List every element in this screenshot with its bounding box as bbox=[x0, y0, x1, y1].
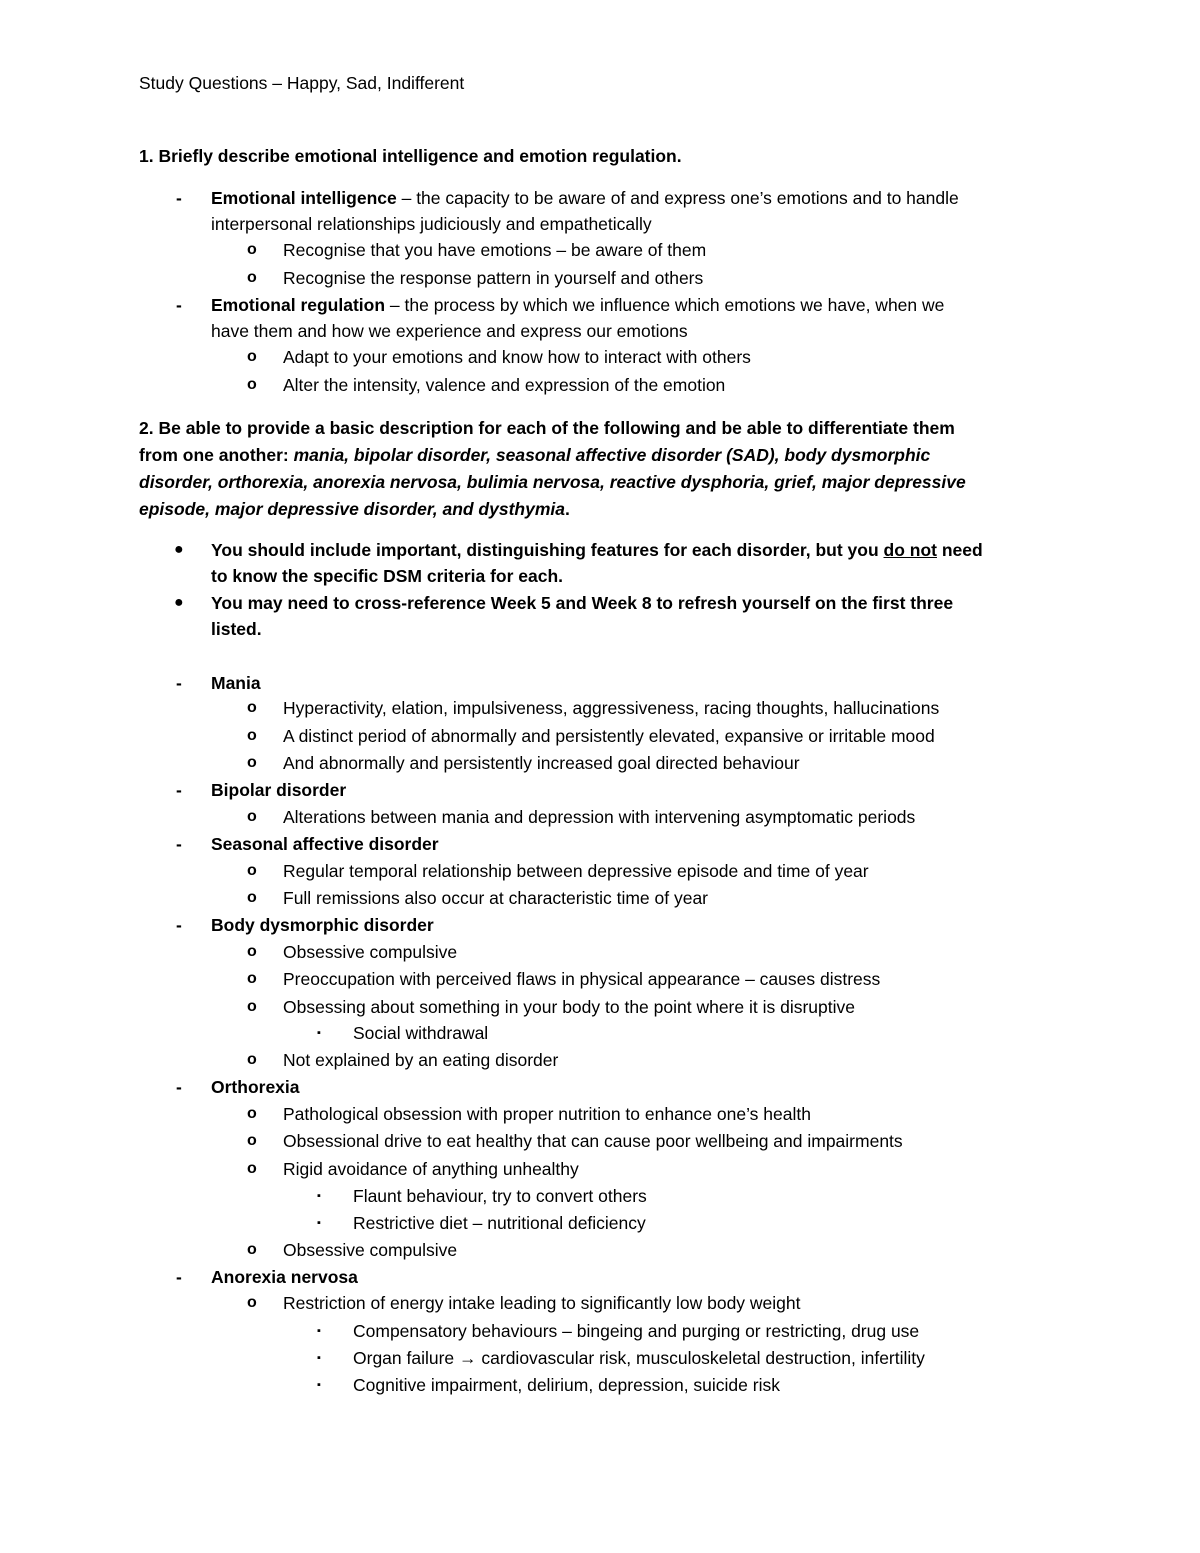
ei-def-2: interpersonal relationships judiciously and empathetically bbox=[211, 214, 652, 234]
square-bullet: ▪ bbox=[317, 1325, 321, 1337]
circle-bullet: o bbox=[247, 1051, 257, 1068]
bdd-subpoint: Social withdrawal bbox=[353, 1023, 489, 1043]
er-point: Alter the intensity, valence and expression of the emotion bbox=[283, 375, 726, 395]
dash-bullet: - bbox=[176, 295, 182, 315]
er-def-1: – the process by which we influence which emotions we have, when we bbox=[385, 295, 945, 315]
circle-bullet: o bbox=[247, 1105, 257, 1122]
dash-bullet: - bbox=[176, 780, 182, 800]
ei-point: Recognise the response pattern in yourself and others bbox=[283, 268, 704, 288]
circle-bullet: o bbox=[247, 348, 257, 365]
q2-line2-list: mania, bipolar disorder, seasonal affective disorder (SAD), body dysmorphic bbox=[293, 445, 931, 465]
organ-failure-text: Organ failure bbox=[353, 1348, 460, 1368]
er-definition bbox=[211, 294, 944, 316]
organ-failure-effects: cardiovascular risk, musculoskeletal destruction, infertility bbox=[476, 1348, 925, 1368]
circle-bullet: o bbox=[247, 1132, 257, 1149]
circle-bullet: o bbox=[247, 699, 257, 716]
bipolar-heading: Bipolar disorder bbox=[211, 780, 347, 800]
sad-point: Regular temporal relationship between depressive episode and time of year bbox=[283, 861, 869, 881]
circle-bullet: o bbox=[247, 1294, 257, 1311]
anorexia-subpoint: Cognitive impairment, delirium, depression, suicide risk bbox=[353, 1375, 780, 1395]
dash-bullet: - bbox=[176, 188, 182, 208]
q2-line4-list: episode, major depressive disorder, and dysthymia bbox=[139, 499, 565, 519]
er-term: Emotional regulation bbox=[211, 295, 386, 315]
circle-bullet: o bbox=[247, 754, 257, 771]
anorexia-subpoint-organ bbox=[353, 1347, 925, 1369]
orthorexia-heading: Orthorexia bbox=[211, 1077, 300, 1097]
dot-bullet: ● bbox=[174, 541, 184, 558]
orthorexia-subpoint: Flaunt behaviour, try to convert others bbox=[353, 1186, 647, 1206]
question-2-line-2 bbox=[139, 444, 930, 466]
orthorexia-point: Pathological obsession with proper nutrition to enhance one’s health bbox=[283, 1104, 811, 1124]
orthorexia-point: Rigid avoidance of anything unhealthy bbox=[283, 1159, 579, 1179]
q2-note-1 bbox=[211, 539, 983, 561]
bdd-point: Obsessing about something in your body to the point where it is disruptive bbox=[283, 997, 855, 1017]
bipolar-point: Alterations between mania and depression with intervening asymptomatic periods bbox=[283, 807, 916, 827]
ei-point: Recognise that you have emotions – be aware of them bbox=[283, 240, 707, 260]
dash-bullet: - bbox=[176, 834, 182, 854]
square-bullet: ▪ bbox=[317, 1027, 321, 1039]
orthorexia-point: Obsessive compulsive bbox=[283, 1240, 458, 1260]
orthorexia-subpoint: Restrictive diet – nutritional deficiency bbox=[353, 1213, 646, 1233]
bdd-point: Obsessive compulsive bbox=[283, 942, 458, 962]
dash-bullet: - bbox=[176, 915, 182, 935]
ei-definition bbox=[211, 187, 959, 209]
circle-bullet: o bbox=[247, 998, 257, 1015]
right-arrow-icon: → bbox=[459, 1348, 477, 1368]
question-2-line-1: 2. Be able to provide a basic description for each of the following and be able to differentiate them bbox=[139, 418, 955, 438]
bdd-heading: Body dysmorphic disorder bbox=[211, 915, 434, 935]
circle-bullet: o bbox=[247, 862, 257, 879]
q2-line2-lead: from one another: bbox=[139, 445, 294, 465]
q2-note-2-cont: listed. bbox=[211, 619, 262, 639]
dash-bullet: - bbox=[176, 673, 182, 693]
circle-bullet: o bbox=[247, 889, 257, 906]
bdd-point: Not explained by an eating disorder bbox=[283, 1050, 559, 1070]
er-point: Adapt to your emotions and know how to interact with others bbox=[283, 347, 751, 367]
dot-bullet: ● bbox=[174, 594, 184, 611]
q2-note-1-b: need bbox=[936, 540, 983, 560]
circle-bullet: o bbox=[247, 727, 257, 744]
document-title: Study Questions – Happy, Sad, Indifferent bbox=[139, 73, 465, 93]
dash-bullet: - bbox=[176, 1267, 182, 1287]
mania-point: Hyperactivity, elation, impulsiveness, aggressiveness, racing thoughts, hallucinations bbox=[283, 698, 940, 718]
question-1-heading: 1. Briefly describe emotional intelligence and emotion regulation. bbox=[139, 146, 682, 166]
question-2-line-3: disorder, orthorexia, anorexia nervosa, bulimia nervosa, reactive dysphoria, grief, major depressive bbox=[139, 472, 966, 492]
mania-point: A distinct period of abnormally and persistently elevated, expansive or irritable mood bbox=[283, 726, 935, 746]
ei-term: Emotional intelligence bbox=[211, 188, 397, 208]
anorexia-point: Restriction of energy intake leading to significantly low body weight bbox=[283, 1293, 801, 1313]
sad-point: Full remissions also occur at characteristic time of year bbox=[283, 888, 708, 908]
circle-bullet: o bbox=[247, 808, 257, 825]
q2-note-1-underlined: do not bbox=[883, 540, 937, 560]
q2-note-2: You may need to cross-reference Week 5 and Week 8 to refresh yourself on the first three bbox=[211, 593, 954, 613]
square-bullet: ▪ bbox=[317, 1217, 321, 1229]
q2-line4-end: . bbox=[565, 499, 570, 519]
q2-note-1-a: You should include important, distinguishing features for each disorder, but you bbox=[211, 540, 884, 560]
dash-bullet: - bbox=[176, 1077, 182, 1097]
circle-bullet: o bbox=[247, 943, 257, 960]
circle-bullet: o bbox=[247, 1160, 257, 1177]
orthorexia-point: Obsessional drive to eat healthy that can cause poor wellbeing and impairments bbox=[283, 1131, 903, 1151]
square-bullet: ▪ bbox=[317, 1379, 321, 1391]
question-2-line-4 bbox=[139, 498, 570, 520]
er-def-2: have them and how we experience and express our emotions bbox=[211, 321, 688, 341]
circle-bullet: o bbox=[247, 269, 257, 286]
q2-note-1-cont: to know the specific DSM criteria for each. bbox=[211, 566, 564, 586]
square-bullet: ▪ bbox=[317, 1352, 321, 1364]
mania-point: And abnormally and persistently increased goal directed behaviour bbox=[283, 753, 800, 773]
circle-bullet: o bbox=[247, 376, 257, 393]
circle-bullet: o bbox=[247, 970, 257, 987]
circle-bullet: o bbox=[247, 241, 257, 258]
mania-heading: Mania bbox=[211, 673, 261, 693]
anorexia-heading: Anorexia nervosa bbox=[211, 1267, 358, 1287]
square-bullet: ▪ bbox=[317, 1190, 321, 1202]
ei-def-1: – the capacity to be aware of and express one’s emotions and to handle bbox=[396, 188, 959, 208]
circle-bullet: o bbox=[247, 1241, 257, 1258]
bdd-point: Preoccupation with perceived flaws in physical appearance – causes distress bbox=[283, 969, 881, 989]
anorexia-subpoint: Compensatory behaviours – bingeing and purging or restricting, drug use bbox=[353, 1321, 920, 1341]
sad-heading: Seasonal affective disorder bbox=[211, 834, 439, 854]
